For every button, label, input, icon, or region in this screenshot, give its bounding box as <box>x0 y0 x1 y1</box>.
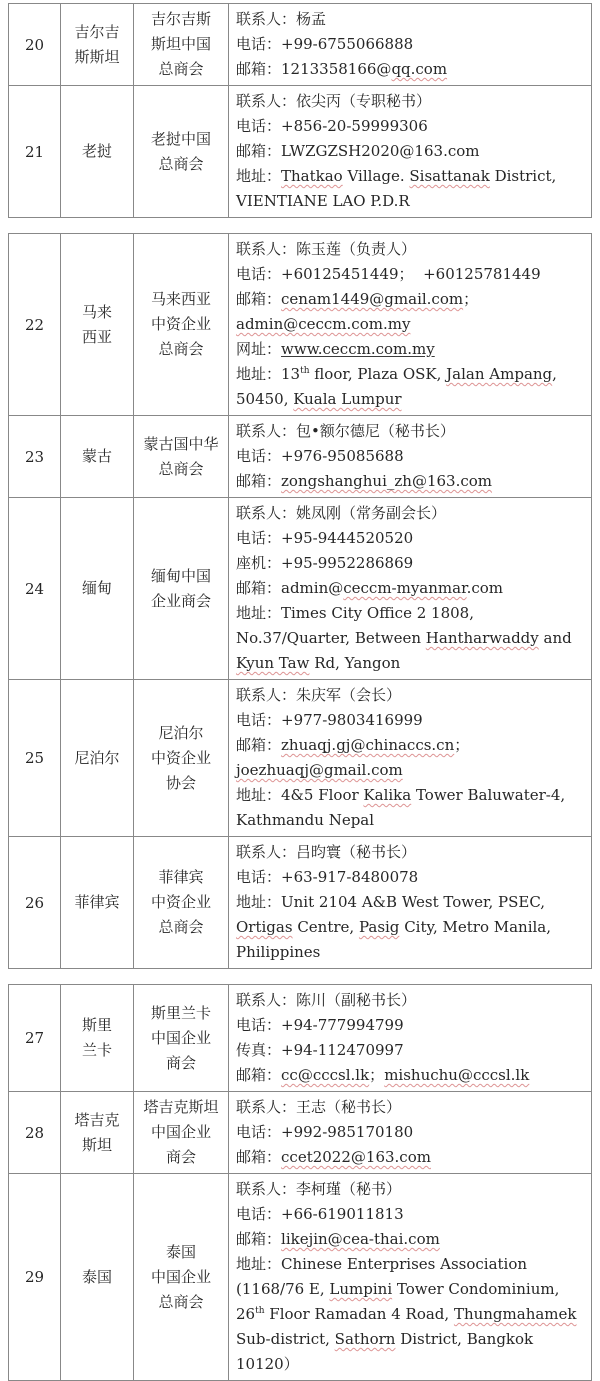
text-segment: 电话：+94-777994799 <box>236 1016 404 1034</box>
text-segment: Village. <box>342 167 410 185</box>
spellcheck-underline-text: Thungmahamek <box>453 1305 577 1323</box>
text-segment: 电话：+976-95085688 <box>236 447 404 465</box>
text-segment: 邮箱：admin@ <box>236 579 344 597</box>
detail-line <box>236 139 587 164</box>
row-number-cell: 27 <box>9 985 61 1092</box>
spellcheck-underline-text: Pasig <box>358 918 400 936</box>
text-segment: 联系人：陈川（副秘书长） <box>236 991 417 1009</box>
text-segment: 邮箱：1213358166@ <box>236 60 392 78</box>
country-cell: 斯里 兰卡 <box>61 985 134 1092</box>
spellcheck-underline-text: joezhuaqj@gmail.com <box>236 761 403 779</box>
text-segment: 地址：4&5 Floor <box>236 786 364 804</box>
text-segment: 地址：Unit 2104 A&B West Tower, PSEC, <box>236 893 550 911</box>
spellcheck-underline-text: Jalan Ampang <box>446 365 553 383</box>
detail-line <box>236 419 587 444</box>
detail-line <box>236 988 587 1013</box>
contact-details-cell <box>229 837 592 969</box>
text-segment: 联系人：依尖丙（专职秘书） <box>236 92 432 110</box>
spellcheck-underline-text: Lumpini <box>329 1280 393 1298</box>
superscript-text: th <box>255 1306 265 1316</box>
row-number-cell: 20 <box>9 4 61 86</box>
underlined-link-text: www.ceccm.com.my <box>281 340 435 358</box>
text-segment: , 50450, <box>236 365 562 408</box>
text-segment: 座机：+95-9952286869 <box>236 554 414 572</box>
row-number-cell: 24 <box>9 498 61 680</box>
text-segment: 网址： <box>236 340 282 358</box>
contact-details-cell <box>229 234 592 416</box>
table-row <box>9 86 592 218</box>
detail-line <box>236 733 587 783</box>
row-number-cell: 22 <box>9 234 61 416</box>
contact-details-cell <box>229 4 592 86</box>
spellcheck-underline-text: cenam1449@gmail.com <box>281 290 464 308</box>
detail-line <box>236 683 587 708</box>
organization-cell: 塔吉克斯坦 中国企业 商会 <box>134 1092 229 1174</box>
text-segment: 电话：+95-9444520520 <box>236 529 414 547</box>
detail-line <box>236 57 587 82</box>
text-segment: 电话：+992-985170180 <box>236 1123 414 1141</box>
detail-line <box>236 1145 587 1170</box>
text-segment: 邮箱： <box>236 1230 282 1248</box>
table-row <box>9 680 592 837</box>
spellcheck-underline-text: qq.com <box>391 60 448 78</box>
detail-line <box>236 1202 587 1227</box>
organization-cell: 斯里兰卡 中国企业 商会 <box>134 985 229 1092</box>
text-segment: 联系人：朱庆军（会长） <box>236 686 402 704</box>
spellcheck-underline-text: mishuchu@cccsl.lk <box>384 1066 530 1084</box>
contact-details-cell <box>229 680 592 837</box>
detail-line <box>236 840 587 865</box>
spellcheck-underline-text: admin@ceccm.com.my <box>236 315 411 333</box>
country-cell: 尼泊尔 <box>61 680 134 837</box>
text-segment: 地址：13 <box>236 365 301 383</box>
row-number-cell: 29 <box>9 1174 61 1381</box>
text-segment: ； <box>454 736 470 754</box>
detail-line <box>236 114 587 139</box>
text-segment: 地址：Times City Office 2 1808, No.37/Quarter, Between <box>236 604 479 647</box>
row-number-cell: 21 <box>9 86 61 218</box>
text-segment: 联系人：吕昀寰（秘书长） <box>236 843 417 861</box>
table-row <box>9 985 592 1092</box>
organization-cell: 吉尔吉斯 斯坦中国 总商会 <box>134 4 229 86</box>
text-segment: 传真：+94-112470997 <box>236 1041 404 1059</box>
detail-line <box>236 783 587 833</box>
text-segment: 联系人：杨孟 <box>236 10 327 28</box>
text-segment: District, Bangkok 10120） <box>236 1330 538 1373</box>
detail-line <box>236 708 587 733</box>
contact-details-cell <box>229 86 592 218</box>
detail-line <box>236 444 587 469</box>
spellcheck-underline-text: Sathorn <box>334 1330 396 1348</box>
detail-line <box>236 1252 587 1377</box>
country-cell: 塔吉克 斯坦 <box>61 1092 134 1174</box>
text-segment: 邮箱： <box>236 736 282 754</box>
spellcheck-underline-text: cc@cccsl.lk <box>281 1066 370 1084</box>
spellcheck-underline-text: likejin@cea-thai.com <box>281 1230 440 1248</box>
detail-line <box>236 865 587 890</box>
contact-table-block <box>8 984 592 1381</box>
country-cell: 吉尔吉 斯斯坦 <box>61 4 134 86</box>
contact-details-cell <box>229 1092 592 1174</box>
text-segment: Sub-district, <box>236 1305 582 1348</box>
text-segment: 电话：+856-20-59999306 <box>236 117 428 135</box>
text-segment: Tower Condominium, 26 <box>236 1280 565 1323</box>
country-cell: 蒙古 <box>61 416 134 498</box>
text-segment: ； <box>369 1066 385 1084</box>
spellcheck-underline-text: Kuala Lumpur <box>293 390 402 408</box>
text-segment: 邮箱： <box>236 290 282 308</box>
detail-line <box>236 576 587 601</box>
detail-line <box>236 237 587 262</box>
text-segment: 电话：+66-619011813 <box>236 1205 404 1223</box>
detail-line <box>236 469 587 494</box>
text-segment: 邮箱： <box>236 472 282 490</box>
detail-line <box>236 164 587 214</box>
table-row <box>9 416 592 498</box>
detail-line <box>236 1095 587 1120</box>
table-row <box>9 837 592 969</box>
organization-cell: 缅甸中国 企业商会 <box>134 498 229 680</box>
spellcheck-underline-text: Ortigas <box>236 918 293 936</box>
text-segment: 联系人：包•额尔德尼（秘书长） <box>236 422 455 440</box>
text-segment: 邮箱：LWZGZSH2020@163.com <box>236 142 480 160</box>
spellcheck-underline-text: Kalika <box>363 786 412 804</box>
detail-line <box>236 526 587 551</box>
spellcheck-underline-text: Kyun Taw <box>236 654 310 672</box>
row-number-cell: 28 <box>9 1092 61 1174</box>
detail-line <box>236 601 587 676</box>
table-row <box>9 498 592 680</box>
table-blocks <box>8 3 592 1381</box>
organization-cell: 菲律宾 中资企业 总商会 <box>134 837 229 969</box>
country-cell: 缅甸 <box>61 498 134 680</box>
text-segment: and <box>538 629 577 647</box>
contact-details-cell <box>229 1174 592 1381</box>
table-row <box>9 1174 592 1381</box>
row-number-cell: 23 <box>9 416 61 498</box>
text-segment: 联系人：王志（秘书长） <box>236 1098 402 1116</box>
detail-line <box>236 32 587 57</box>
country-cell: 菲律宾 <box>61 837 134 969</box>
contact-details-cell <box>229 416 592 498</box>
contact-details-cell <box>229 498 592 680</box>
contact-details-cell <box>229 985 592 1092</box>
text-segment: Rd, Yangon <box>309 654 401 672</box>
country-cell: 老挝 <box>61 86 134 218</box>
row-number-cell: 25 <box>9 680 61 837</box>
detail-line <box>236 501 587 526</box>
organization-cell: 蒙古国中华 总商会 <box>134 416 229 498</box>
detail-line <box>236 262 587 287</box>
country-cell: 泰国 <box>61 1174 134 1381</box>
spellcheck-underline-text: Thatkao <box>281 167 343 185</box>
organization-cell: 泰国 中国企业 总商会 <box>134 1174 229 1381</box>
text-segment: 联系人：李柯瑾（秘书） <box>236 1180 402 1198</box>
country-cell: 马来 西亚 <box>61 234 134 416</box>
superscript-text: th <box>300 366 310 376</box>
text-segment: Tower Baluwater-4, Kathmandu Nepal <box>236 786 570 829</box>
detail-line <box>236 1120 587 1145</box>
text-segment: City, Metro Manila, Philippines <box>236 918 556 961</box>
contact-table-block <box>8 233 592 969</box>
text-segment: Centre, <box>292 918 359 936</box>
text-segment: 电话：+977-9803416999 <box>236 711 423 729</box>
spellcheck-underline-text: ccet2022@163.com <box>281 1148 431 1166</box>
text-segment: .com <box>466 579 504 597</box>
spellcheck-underline-text: Hantharwaddy <box>425 629 539 647</box>
detail-line <box>236 890 587 965</box>
row-number-cell: 26 <box>9 837 61 969</box>
text-segment: ； <box>463 290 479 308</box>
detail-line <box>236 551 587 576</box>
text-segment: 电话：+60125451449； +60125781449 <box>236 265 541 283</box>
detail-line <box>236 337 587 362</box>
contact-table-block <box>8 3 592 218</box>
text-segment: Floor Ramadan 4 Road, <box>264 1305 454 1323</box>
detail-line <box>236 1038 587 1063</box>
table-row <box>9 1092 592 1174</box>
detail-line <box>236 362 587 412</box>
organization-cell: 尼泊尔 中资企业 协会 <box>134 680 229 837</box>
table-row <box>9 4 592 86</box>
text-segment: 联系人：姚凤刚（常务副会长） <box>236 504 447 522</box>
detail-line <box>236 89 587 114</box>
organization-cell: 老挝中国 总商会 <box>134 86 229 218</box>
spellcheck-underline-text: ceccm-myanmar <box>343 579 467 597</box>
spellcheck-underline-text: zongshanghui_zh@163.com <box>281 472 493 490</box>
text-segment: 地址： <box>236 167 282 185</box>
text-segment: 电话：+99-6755066888 <box>236 35 414 53</box>
detail-line <box>236 287 587 337</box>
text-segment: 地址：Chinese Enterprises Association (1168/76 E, <box>236 1255 532 1298</box>
detail-line <box>236 1013 587 1038</box>
detail-line <box>236 1227 587 1252</box>
detail-line <box>236 7 587 32</box>
spellcheck-underline-text: zhuaqj.gj@chinaccs.cn <box>281 736 455 754</box>
text-segment: floor, Plaza OSK, <box>309 365 447 383</box>
organization-cell: 马来西亚 中资企业 总商会 <box>134 234 229 416</box>
text-segment: District, VIENTIANE LAO P.D.R <box>236 167 562 210</box>
table-row <box>9 234 592 416</box>
detail-line <box>236 1063 587 1088</box>
text-segment: 邮箱： <box>236 1066 282 1084</box>
text-segment: 联系人：陈玉莲（负责人） <box>236 240 417 258</box>
text-segment: 电话：+63-917-8480078 <box>236 868 419 886</box>
spellcheck-underline-text: Sisattanak <box>409 167 490 185</box>
text-segment: 邮箱： <box>236 1148 282 1166</box>
detail-line <box>236 1177 587 1202</box>
